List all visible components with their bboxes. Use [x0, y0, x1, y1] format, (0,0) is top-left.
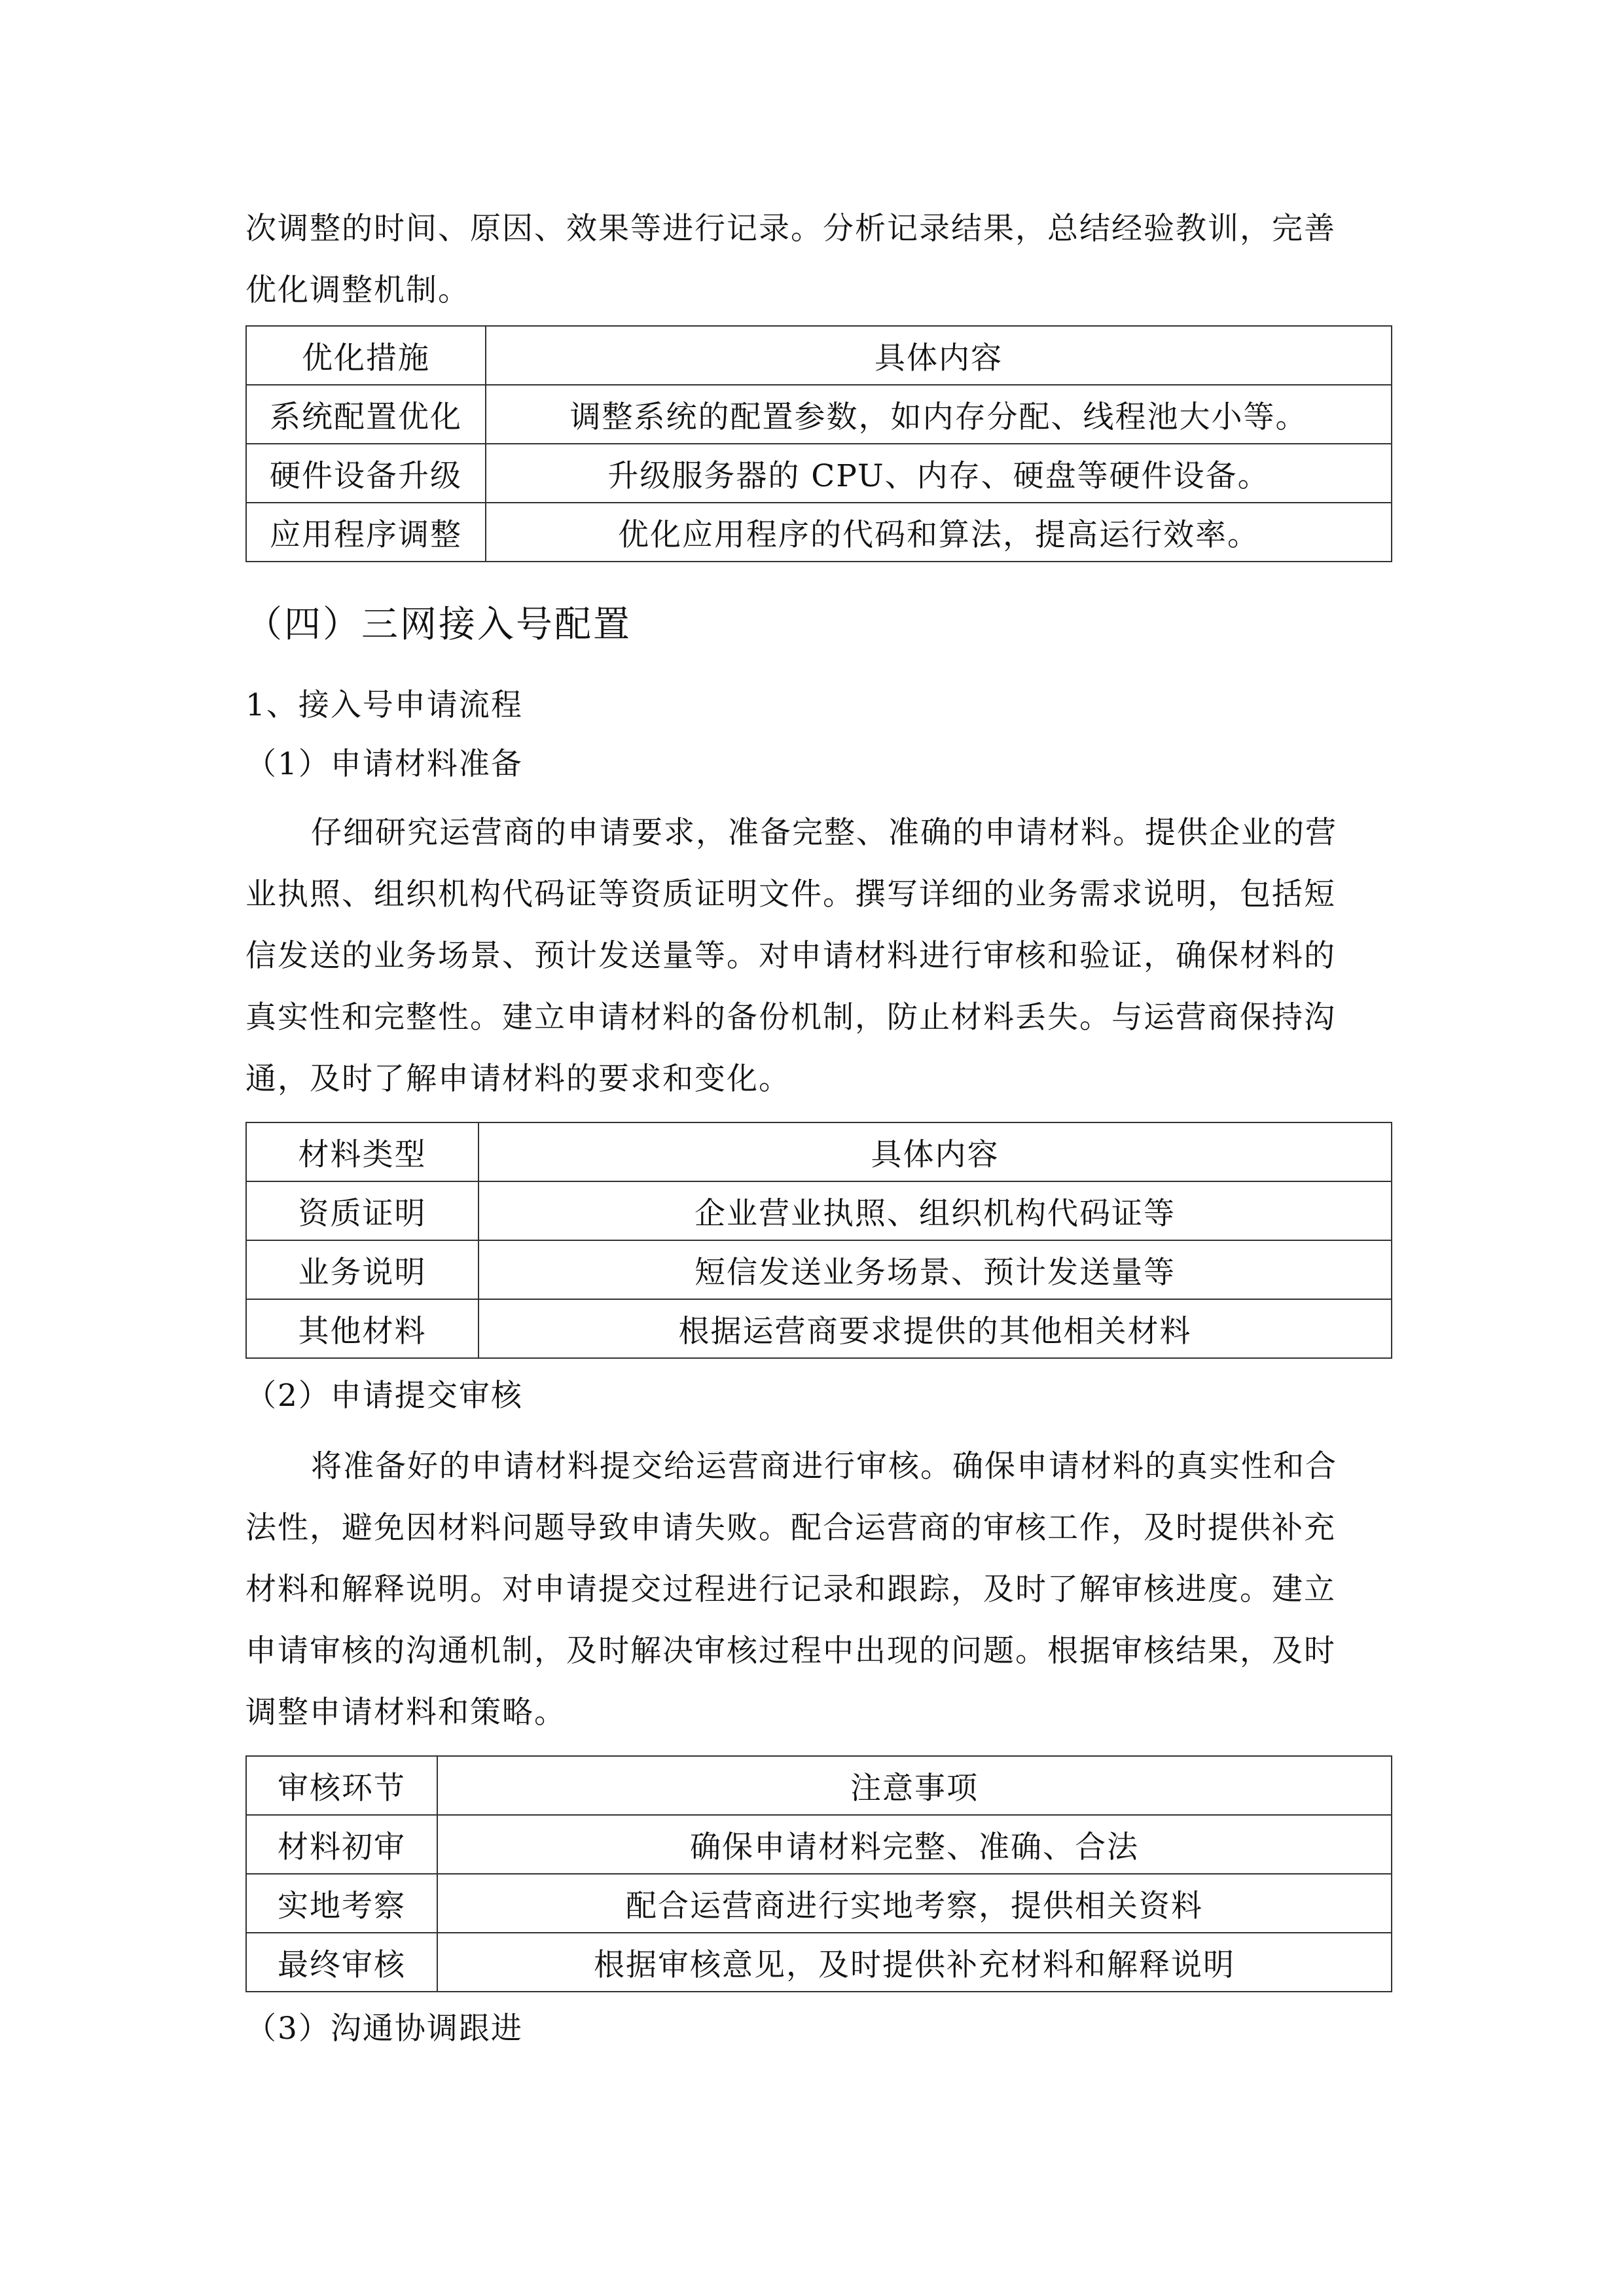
section-heading: （四）三网接入号配置 [245, 603, 632, 646]
table-header-row [246, 1122, 1392, 1181]
paragraph-line: 业执照、组织机构代码证等资质证明文件。撰写详细的业务需求说明，包括短 [245, 876, 1336, 912]
table-cell: 调整系统的配置参数，如内存分配、线程池大小等。 [486, 385, 1392, 444]
table-row [246, 1181, 1392, 1240]
table-cell: 其他材料 [246, 1299, 478, 1358]
table-header-cell: 具体内容 [486, 326, 1392, 385]
table-row [246, 1933, 1392, 1992]
optimization-table [245, 325, 1392, 562]
materials-table [245, 1122, 1392, 1359]
table-cell: 配合运营商进行实地考察，提供相关资料 [437, 1874, 1392, 1933]
table-cell: 根据审核意见，及时提供补充材料和解释说明 [437, 1933, 1392, 1992]
paragraph-line: 调整申请材料和策略。 [245, 1695, 566, 1731]
table-row [246, 1815, 1392, 1874]
intro-line-1: 次调整的时间、原因、效果等进行记录。分析记录结果，总结经验教训，完善 [245, 211, 1336, 247]
subsection-heading: 1、接入号申请流程 [245, 687, 523, 723]
table-cell: 应用程序调整 [246, 503, 486, 562]
table-cell: 材料初审 [246, 1815, 437, 1874]
table-cell: 根据运营商要求提供的其他相关材料 [478, 1299, 1392, 1358]
table-row [246, 385, 1392, 444]
paragraph-line: 法性，避免因材料问题导致申请失败。配合运营商的审核工作，及时提供补充 [245, 1510, 1336, 1546]
table-header-cell: 具体内容 [478, 1122, 1392, 1181]
table-cell: 资质证明 [246, 1181, 478, 1240]
paragraph-line: 仔细研究运营商的申请要求，准备完整、准确的申请材料。提供企业的营 [311, 815, 1337, 851]
review-table [245, 1755, 1392, 1992]
step-heading: （3）沟通协调跟进 [245, 2011, 523, 2047]
table-cell: 短信发送业务场景、预计发送量等 [478, 1240, 1392, 1299]
table-cell: 升级服务器的 CPU、内存、硬盘等硬件设备。 [486, 444, 1392, 503]
table-cell: 实地考察 [246, 1874, 437, 1933]
table-header-row [246, 1756, 1392, 1815]
table-header-cell: 注意事项 [437, 1756, 1392, 1815]
table-cell: 优化应用程序的代码和算法，提高运行效率。 [486, 503, 1392, 562]
table-row [246, 444, 1392, 503]
paragraph-line: 信发送的业务场景、预计发送量等。对申请材料进行审核和验证，确保材料的 [245, 938, 1336, 974]
paragraph-line: 申请审核的沟通机制，及时解决审核过程中出现的问题。根据审核结果，及时 [245, 1633, 1336, 1669]
table-row [246, 1240, 1392, 1299]
table-header-cell: 材料类型 [246, 1122, 478, 1181]
table-cell: 业务说明 [246, 1240, 478, 1299]
table-cell: 系统配置优化 [246, 385, 486, 444]
table-cell: 确保申请材料完整、准确、合法 [437, 1815, 1392, 1874]
paragraph-line: 真实性和完整性。建立申请材料的备份机制，防止材料丢失。与运营商保持沟 [245, 999, 1336, 1035]
table-header-cell: 优化措施 [246, 326, 486, 385]
table-header-row [246, 326, 1392, 385]
table-header-cell: 审核环节 [246, 1756, 437, 1815]
step-heading: （2）申请提交审核 [245, 1378, 523, 1414]
paragraph-line: 材料和解释说明。对申请提交过程进行记录和跟踪，及时了解审核进度。建立 [245, 1571, 1336, 1607]
paragraph-line: 将准备好的申请材料提交给运营商进行审核。确保申请材料的真实性和合 [311, 1448, 1337, 1484]
table-row [246, 1874, 1392, 1933]
step-heading: （1）申请材料准备 [245, 746, 523, 782]
table-row [246, 1299, 1392, 1358]
table-cell: 企业营业执照、组织机构代码证等 [478, 1181, 1392, 1240]
table-cell: 最终审核 [246, 1933, 437, 1992]
table-cell: 硬件设备升级 [246, 444, 486, 503]
intro-line-2: 优化调整机制。 [245, 272, 470, 308]
table-row [246, 503, 1392, 562]
paragraph-line: 通，及时了解申请材料的要求和变化。 [245, 1061, 791, 1097]
